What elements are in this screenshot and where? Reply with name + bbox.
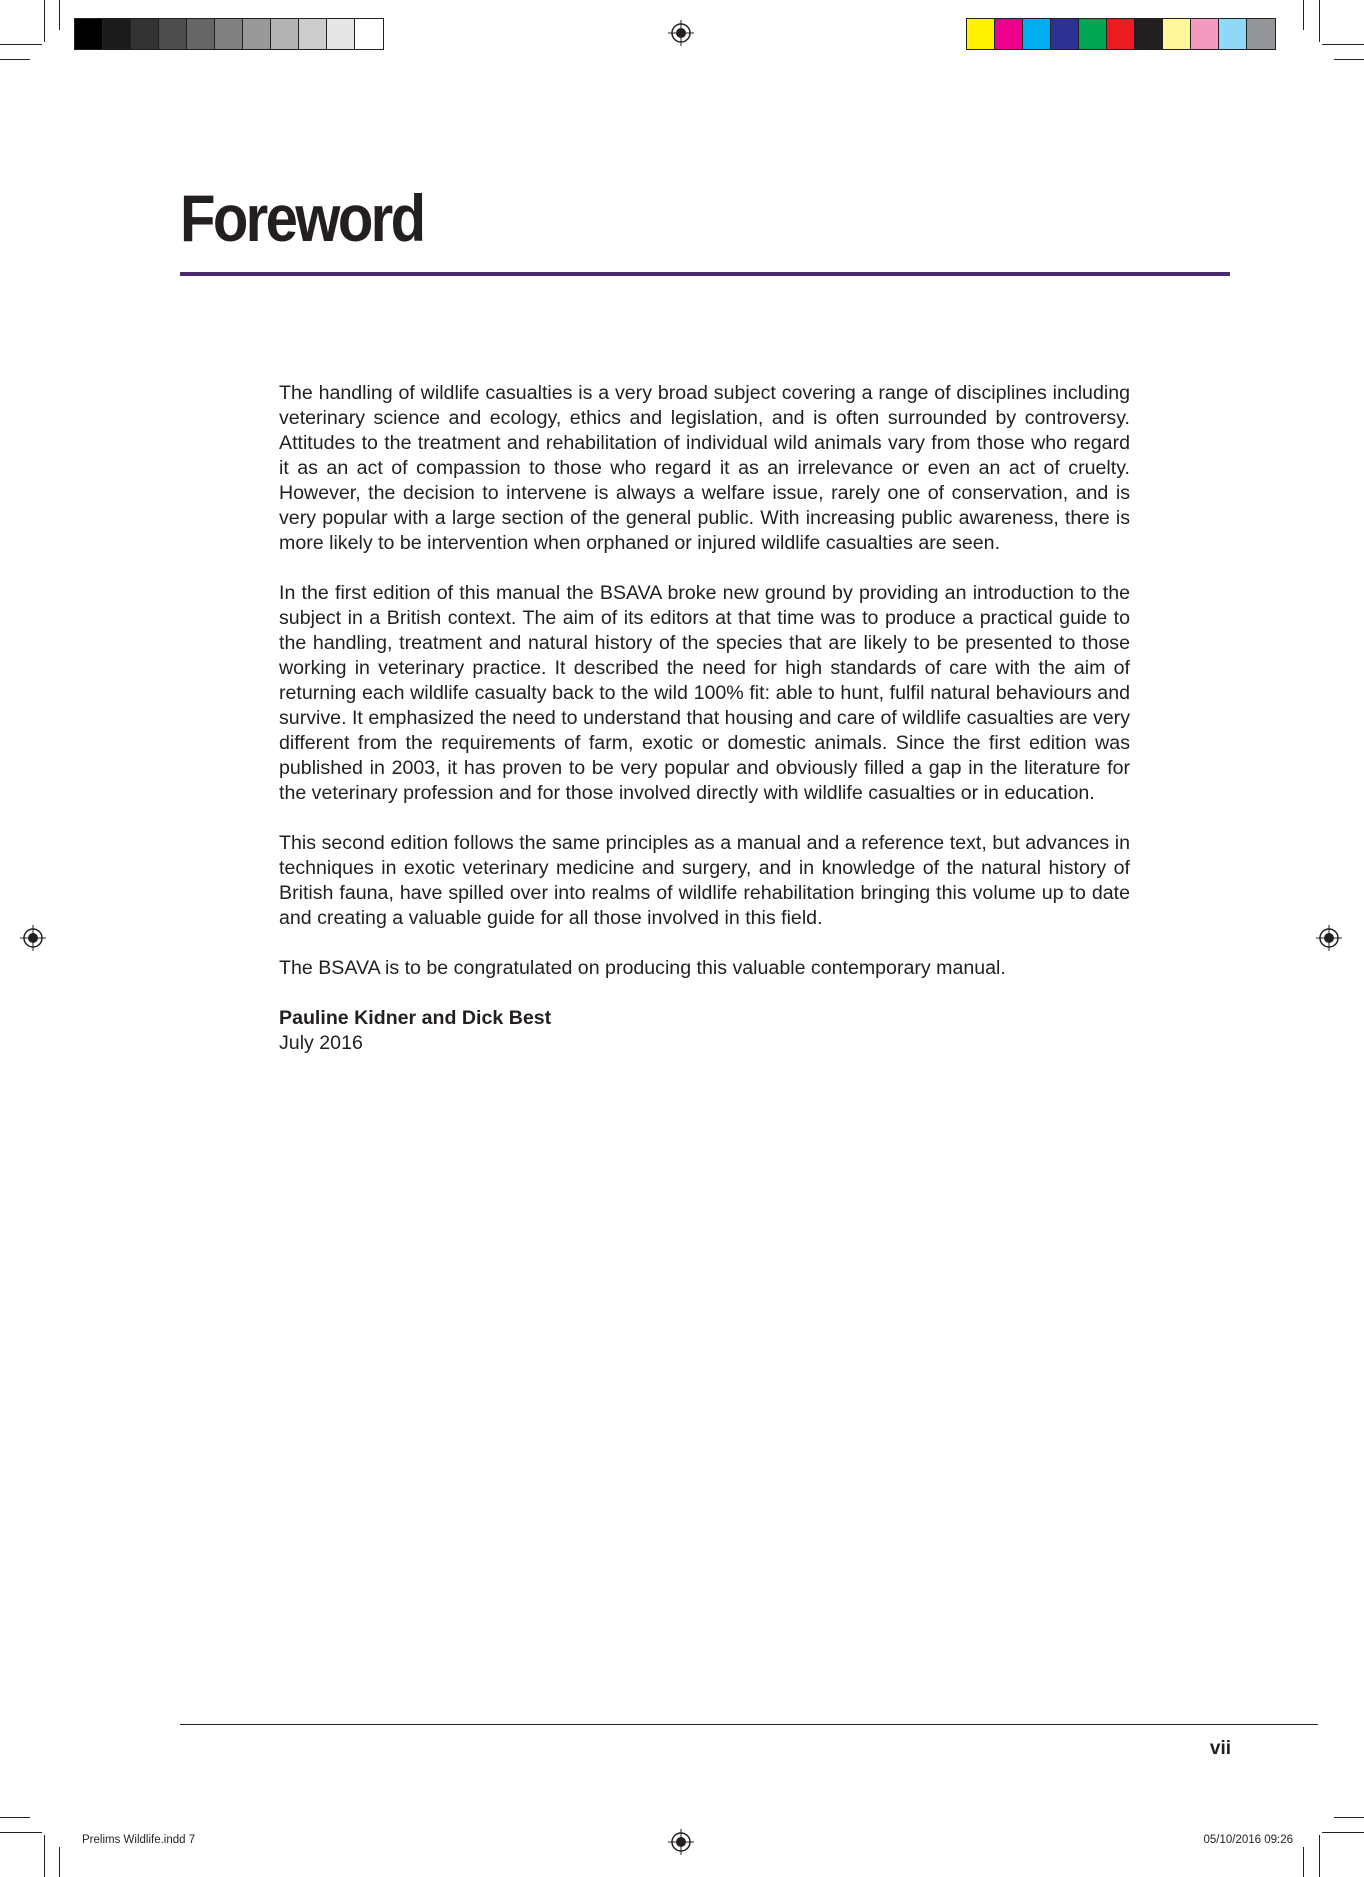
page-number: vii [1209, 1738, 1231, 1759]
colour-swatch [1191, 19, 1219, 49]
colour-swatch [355, 19, 383, 49]
paragraph: The BSAVA is to be congratulated on producing this valuable contemporary manual. [279, 957, 1006, 979]
page-title: Foreword [180, 181, 424, 255]
colour-swatch [1135, 19, 1163, 49]
colour-swatch [243, 19, 271, 49]
colour-swatch [215, 19, 243, 49]
colour-swatch [1219, 19, 1247, 49]
colour-swatch [299, 19, 327, 49]
colour-swatch [159, 19, 187, 49]
colour-swatch [75, 19, 103, 49]
slug-file-name: Prelims Wildlife.indd 7 [82, 1834, 196, 1846]
colour-control-bar [966, 18, 1276, 50]
crop-mark [0, 1832, 42, 1833]
author-names: Pauline Kidner and Dick Best [279, 1007, 552, 1029]
paragraph: In the first edition of this manual the BSAVA broke new ground by providing an introduction to the subject in a British context. The aim of its editors at that time was to produce a practical guide to the handling, treatment and natural history of the species that are likely to be presented to those working in veterinary practice. It described the need for high standards of care with the aim of returning each wildlife casualty back to the wild 100% fit: able to hunt, fulfil natural behaviours and survive. It emphasized the need to understand that housing and care of wildlife casualties are very different from the requirements of farm, exotic or domestic animals. Since the first edition was published in 2003, it has proven to be very popular and obviously filled a gap in the literature for the veterinary profession and for those involved directly with wildlife casualties or in education. [279, 582, 1130, 804]
colour-swatch [187, 19, 215, 49]
colour-swatch [1051, 19, 1079, 49]
crop-mark [1303, 0, 1304, 30]
colour-swatch [1107, 19, 1135, 49]
signature-block [279, 1006, 1130, 1056]
signature-date: July 2016 [279, 1032, 363, 1054]
paragraph: This second edition follows the same principles as a manual and a reference text, but advances in techniques in exotic veterinary medicine and surgery, and in knowledge of the natural history of British fauna, have spilled over into realms of wildlife rehabilitation bringing this volume up to date and creating a valuable guide for all those involved in this field. [279, 832, 1130, 929]
crop-mark [1334, 59, 1364, 60]
crop-mark [59, 1847, 60, 1877]
colour-swatch [103, 19, 131, 49]
colour-swatch [131, 19, 159, 49]
colour-swatch [995, 19, 1023, 49]
paragraph: The handling of wildlife casualties is a very broad subject covering a range of disciplines including veterinary science and ecology, ethics and legislation, and is often surrounded by controversy. Attitudes to the treatment and rehabilitation of individual wild animals vary from those who regard it as an act of compassion to those who regard it as an irrelevance or even an act of cruelty. However, the decision to intervene is always a welfare issue, rarely one of conservation, and is very popular with a large section of the general public. With increasing public awareness, there is more likely to be intervention when orphaned or injured wildlife casualties are seen. [279, 382, 1130, 554]
colour-swatch [967, 19, 995, 49]
crop-mark [1334, 1817, 1364, 1818]
crop-mark [1319, 1835, 1320, 1877]
crop-mark [1322, 1832, 1364, 1833]
grey-tint-bar [74, 18, 384, 50]
crop-mark [0, 59, 30, 60]
registration-mark-icon [1316, 925, 1342, 951]
footer-rule [180, 1724, 1318, 1725]
colour-swatch [327, 19, 355, 49]
colour-swatch [1079, 19, 1107, 49]
colour-swatch [271, 19, 299, 49]
registration-mark-icon [20, 925, 46, 951]
colour-swatch [1023, 19, 1051, 49]
crop-mark [1319, 0, 1320, 42]
colour-swatch [1163, 19, 1191, 49]
crop-mark [59, 0, 60, 30]
crop-mark [44, 1835, 45, 1877]
colour-swatch [1247, 19, 1275, 49]
crop-mark [0, 44, 42, 45]
crop-mark [1303, 1847, 1304, 1877]
crop-mark [1322, 44, 1364, 45]
foreword-body [279, 381, 1130, 1056]
registration-mark-icon [668, 1829, 694, 1855]
registration-mark-icon [668, 20, 694, 46]
crop-mark [0, 1817, 30, 1818]
slug-timestamp: 05/10/2016 09:26 [1203, 1834, 1293, 1846]
crop-mark [44, 0, 45, 42]
heading-rule [180, 272, 1230, 276]
